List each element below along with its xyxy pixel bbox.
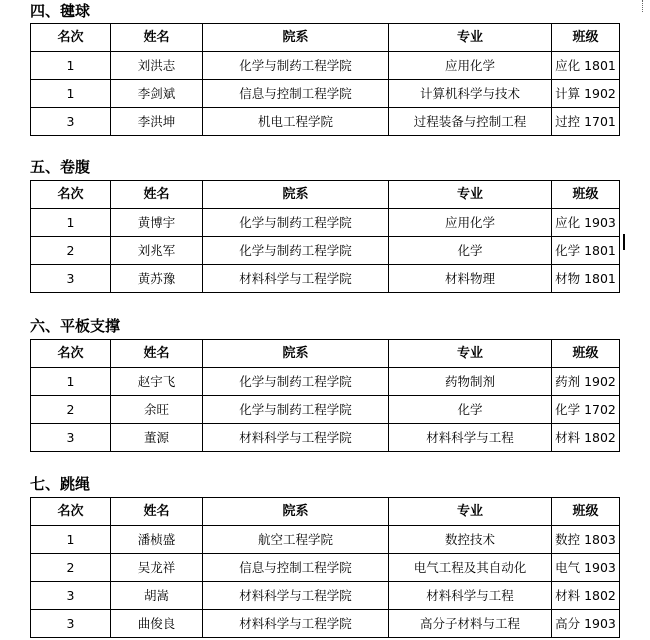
cell-class: 数控 1803 [552,526,620,554]
cell-name: 刘兆军 [111,237,203,265]
cell-college: 材料科学与工程学院 [203,582,389,610]
header-class: 班级 [552,24,620,52]
header-name: 姓名 [111,181,203,209]
cell-college: 材料科学与工程学院 [203,610,389,638]
cell-rank: 1 [31,52,111,80]
cell-rank: 3 [31,582,111,610]
cell-major: 应用化学 [389,52,552,80]
cell-name: 余旺 [111,396,203,424]
cell-class: 药剂 1902 [552,368,620,396]
table-row [31,582,620,610]
cell-name: 黄苏豫 [111,265,203,293]
table-header-row [31,340,620,368]
header-class: 班级 [552,340,620,368]
cell-college: 航空工程学院 [203,526,389,554]
cell-name: 李剑斌 [111,80,203,108]
cell-class: 化学 1702 [552,396,620,424]
cell-major: 材料科学与工程 [389,582,552,610]
cell-major: 材料物理 [389,265,552,293]
section-title-jump-rope: 七、跳绳 [30,475,91,493]
cell-rank: 1 [31,526,111,554]
header-rank: 名次 [31,181,111,209]
cell-class: 材料 1802 [552,424,620,452]
cell-class: 化学 1801 [552,237,620,265]
cell-major: 数控技术 [389,526,552,554]
header-major: 专业 [389,340,552,368]
cell-major: 过程装备与控制工程 [389,108,552,136]
cell-class: 材料 1802 [552,582,620,610]
table-header-row [31,181,620,209]
cell-college: 信息与控制工程学院 [203,80,389,108]
header-college: 院系 [203,498,389,526]
cell-name: 潘桢盛 [111,526,203,554]
header-college: 院系 [203,340,389,368]
table-row [31,368,620,396]
cell-rank: 2 [31,237,111,265]
header-rank: 名次 [31,24,111,52]
table-row [31,80,620,108]
table-row [31,610,620,638]
table-header-row [31,24,620,52]
table-row [31,424,620,452]
cell-major: 化学 [389,396,552,424]
header-major: 专业 [389,181,552,209]
margin-marker [640,0,643,12]
cell-rank: 3 [31,108,111,136]
cell-college: 材料科学与工程学院 [203,265,389,293]
cell-college: 化学与制药工程学院 [203,52,389,80]
section-title-plank: 六、平板支撑 [30,317,121,335]
cell-major: 材料科学与工程 [389,424,552,452]
cell-class: 高分 1903 [552,610,620,638]
header-name: 姓名 [111,340,203,368]
cell-name: 胡嵩 [111,582,203,610]
section-title-jianqiu: 四、毽球 [30,2,91,20]
header-college: 院系 [203,24,389,52]
header-rank: 名次 [31,340,111,368]
cell-major: 计算机科学与技术 [389,80,552,108]
cell-college: 化学与制药工程学院 [203,237,389,265]
cell-rank: 2 [31,396,111,424]
cell-class: 计算 1902 [552,80,620,108]
cell-major: 高分子材料与工程 [389,610,552,638]
header-class: 班级 [552,498,620,526]
cell-rank: 1 [31,368,111,396]
cell-college: 材料科学与工程学院 [203,424,389,452]
section-title-juanfu: 五、卷腹 [30,158,91,176]
cell-name: 赵宇飞 [111,368,203,396]
cell-college: 化学与制药工程学院 [203,396,389,424]
cell-name: 黄博宇 [111,209,203,237]
header-class: 班级 [552,181,620,209]
cell-rank: 3 [31,424,111,452]
table-row [31,554,620,582]
cell-major: 应用化学 [389,209,552,237]
cell-class: 应化 1801 [552,52,620,80]
header-major: 专业 [389,24,552,52]
cell-name: 李洪坤 [111,108,203,136]
cell-major: 化学 [389,237,552,265]
text-cursor [623,234,625,250]
table-row [31,237,620,265]
table-row [31,108,620,136]
results-table-jump-rope [30,497,620,638]
cell-rank: 1 [31,209,111,237]
results-table-juanfu [30,180,620,293]
table-row [31,526,620,554]
header-name: 姓名 [111,24,203,52]
table-header-row [31,498,620,526]
table-row [31,52,620,80]
table-row [31,209,620,237]
cell-college: 化学与制药工程学院 [203,209,389,237]
cell-name: 曲俊良 [111,610,203,638]
cell-college: 机电工程学院 [203,108,389,136]
header-major: 专业 [389,498,552,526]
results-table-plank [30,339,620,452]
header-name: 姓名 [111,498,203,526]
cell-class: 过控 1701 [552,108,620,136]
cell-class: 应化 1903 [552,209,620,237]
cell-college: 化学与制药工程学院 [203,368,389,396]
results-table-jianqiu [30,23,620,136]
cell-major: 药物制剂 [389,368,552,396]
cell-college: 信息与控制工程学院 [203,554,389,582]
header-rank: 名次 [31,498,111,526]
cell-name: 董源 [111,424,203,452]
header-college: 院系 [203,181,389,209]
table-row [31,265,620,293]
cell-rank: 3 [31,610,111,638]
cell-rank: 3 [31,265,111,293]
cell-rank: 2 [31,554,111,582]
table-row [31,396,620,424]
cell-class: 电气 1903 [552,554,620,582]
cell-name: 吴龙祥 [111,554,203,582]
cell-name: 刘洪志 [111,52,203,80]
cell-major: 电气工程及其自动化 [389,554,552,582]
cell-class: 材物 1801 [552,265,620,293]
cell-rank: 1 [31,80,111,108]
